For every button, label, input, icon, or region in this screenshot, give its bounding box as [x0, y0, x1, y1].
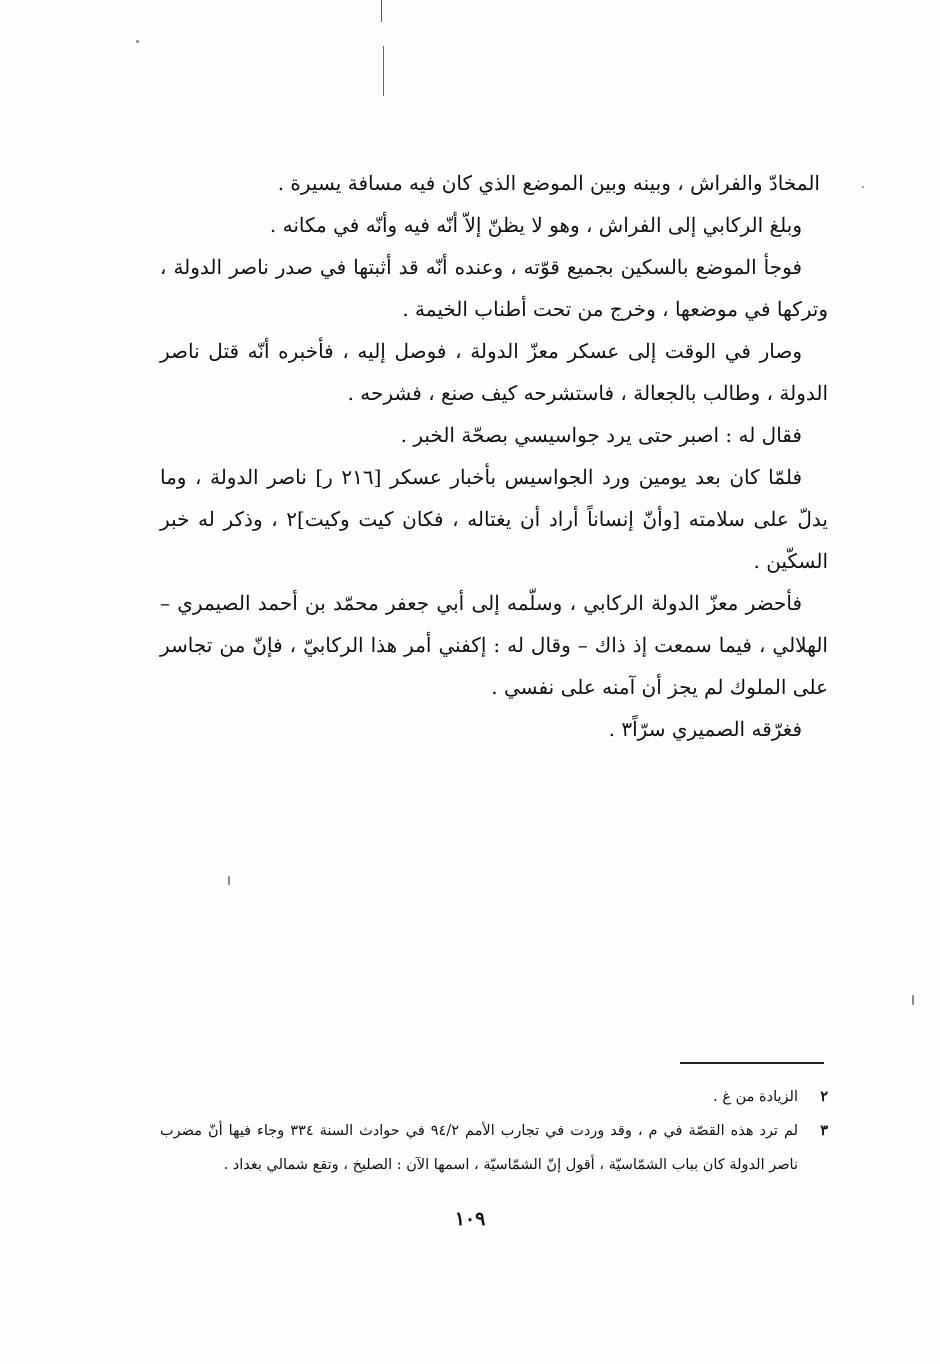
paragraph: فوجأ الموضع بالسكين بجميع قوّته ، وعنده أنّه قد أثبتها في صدر ناصر الدولة ، وتركها في موضعها ، وخرج من تحت أطناب الخيمة .: [160, 255, 828, 321]
scan-speck: [862, 186, 864, 188]
paragraph: فأحضر معزّ الدولة الركابي ، وسلّمه إلى أبي جعفر محمّد بن أحمد الصيمري – الهلالي ، فيما سمعت إذ ذاك – وقال له : إكفني أمر هذا الركابيّ ، فإنّ من تجاسر على الملوك لم يجز أن آمنه على نفسي .: [160, 591, 828, 699]
footnotes: [160, 1080, 828, 1182]
binding-mark: [383, 46, 384, 96]
footnote: [160, 1114, 828, 1182]
paragraph: المخادّ والفراش ، وبينه وبين الموضع الذي كان فيه مسافة يسيرة .: [277, 171, 820, 195]
scan-speck: [228, 876, 230, 885]
paragraph: فقال له : اصبر حتى يرد جواسيسي بصحّة الخبر .: [400, 423, 802, 447]
footnote-number: ٣: [820, 1122, 828, 1139]
paragraph: وصار في الوقت إلى عسكر معزّ الدولة ، فوصل إليه ، فأخبره أنّه قتل ناصر الدولة ، وطالب بالجعالة ، فاستشرحه كيف صنع ، فشرحه .: [160, 339, 828, 405]
footnote: [160, 1080, 828, 1114]
paragraph: وبلغ الركابي إلى الفراش ، وهو لا يظنّ إلاّ أنّه فيه وأنّه في مكانه .: [269, 213, 802, 237]
footnote-number: ٢: [820, 1088, 828, 1105]
binding-mark: [381, 0, 382, 22]
scan-speck: [136, 40, 139, 43]
footnote-divider: [680, 1062, 824, 1064]
main-text: [160, 162, 828, 750]
footnote-text: الزيادة من غ .: [713, 1089, 798, 1105]
footnote-text: لم ترد هذه القصّة في م ، وقد وردت في تجارب الأمم ٩٤/٢ في حوادث السنة ٣٣٤ وجاء فيها أنّ مضرب ناصر الدولة كان بباب الشمّاسيّة ، أقول إنّ الشمّاسيّة ، اسمها الآن : الصليخ ، وتقع شمالي بغداد .: [160, 1123, 799, 1173]
scan-speck: [912, 995, 914, 1005]
page-number: ١٠٩: [454, 1208, 486, 1230]
paragraph: فلمّا كان بعد يومين ورد الجواسيس بأخبار عسكر [٢١٦ ر] ناصر الدولة ، وما يدلّ على سلامته [وأنّ إنساناً أراد أن يغتاله ، فكان كيت وكيت]٢ ، وذكر له خبر السكّين .: [160, 465, 828, 573]
paragraph: فغرّقه الصميري سرّاً٣ .: [608, 717, 802, 741]
